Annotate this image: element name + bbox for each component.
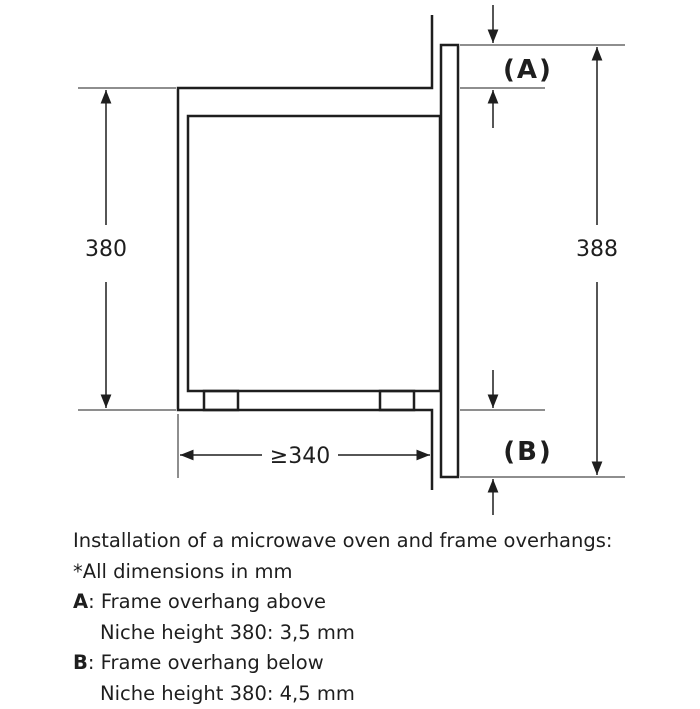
- caption-a-detail: Niche height 380: 3,5 mm: [73, 618, 693, 649]
- caption-note: *All dimensions in mm: [73, 557, 693, 588]
- caption-title: Installation of a microwave oven and frame overhangs:: [73, 526, 693, 557]
- microwave-foot-left: [204, 391, 238, 410]
- front-frame: [441, 45, 458, 477]
- caption: [73, 526, 693, 709]
- overhang-b-label: (B): [503, 437, 553, 467]
- caption-a-key: A: [73, 590, 88, 613]
- dimension-340-label: ≥340: [270, 444, 330, 469]
- caption-b-text: : Frame overhang below: [88, 651, 324, 674]
- overhang-a-label: (A): [503, 55, 553, 85]
- extension-lines: [78, 45, 625, 478]
- caption-b-key: B: [73, 651, 88, 674]
- caption-a-text: : Frame overhang above: [88, 590, 326, 613]
- caption-b-detail: Niche height 380: 4,5 mm: [73, 679, 693, 709]
- caption-a-row: [73, 587, 693, 618]
- dimension-380-label: 380: [85, 237, 127, 262]
- niche-walls: [178, 15, 432, 490]
- caption-b-row: [73, 648, 693, 679]
- microwave-foot-right: [380, 391, 414, 410]
- dimension-388-label: 388: [576, 237, 618, 262]
- microwave-body: [188, 116, 440, 391]
